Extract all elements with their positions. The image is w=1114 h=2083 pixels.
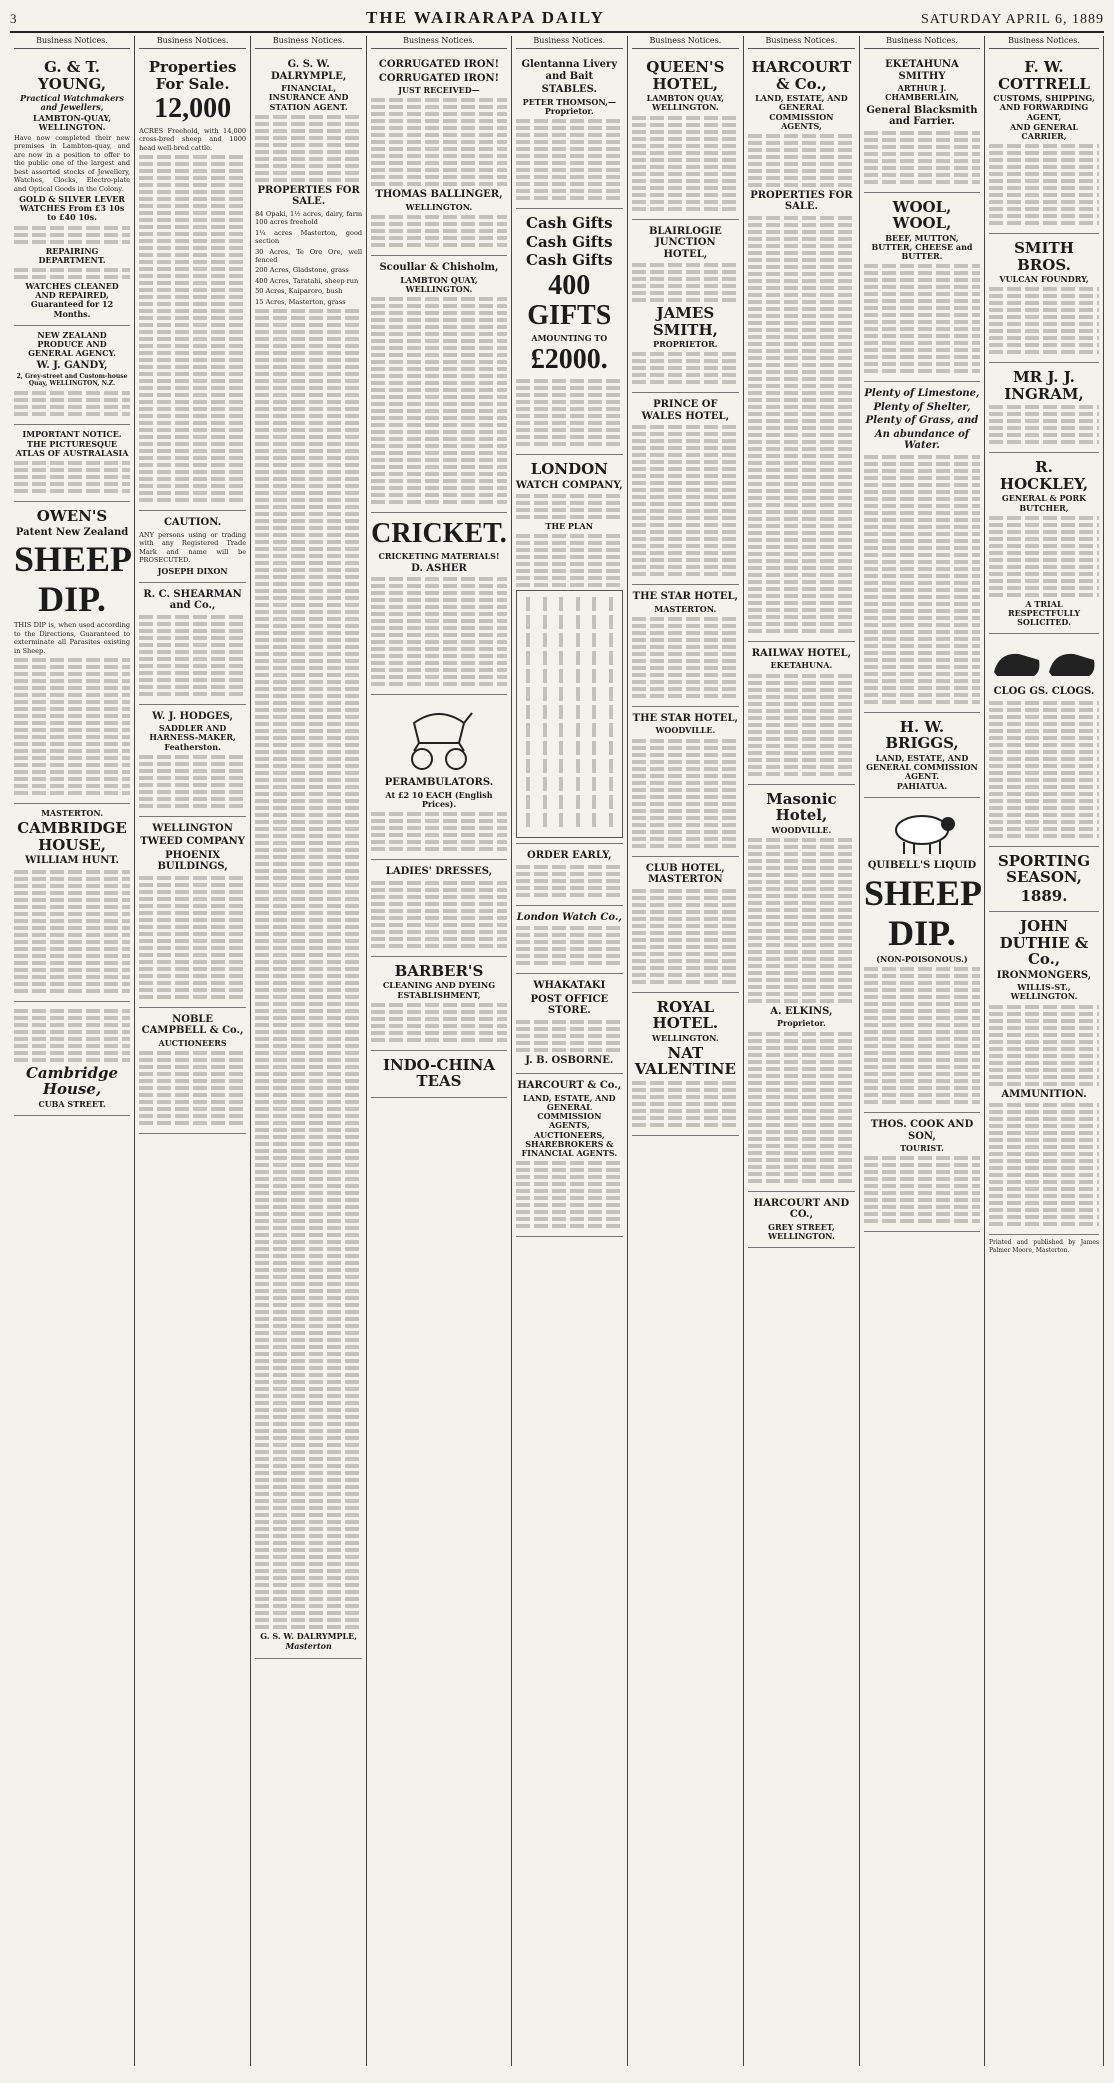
- ad-title: PRINCE OF WALES HOTEL,: [641, 399, 730, 422]
- column-7: [744, 36, 860, 2066]
- column-heading: Business Notices.: [139, 36, 246, 49]
- ad-subtitle-2: AND GENERAL CARRIER,: [1009, 121, 1079, 141]
- ad-title: SMITH BROS.: [1014, 239, 1074, 274]
- column-heading: Business Notices.: [516, 36, 623, 49]
- ad-line-2: Plenty of Shelter,: [873, 401, 971, 413]
- ad-title: ORDER EARLY,: [527, 850, 612, 862]
- ad-ammunition: AMMUNITION.: [1001, 1088, 1087, 1100]
- ad-body: Have now completed their new premises in Lambton-quay, and are now in a position to offer to the public one of the largest and best assorted stocks of Jewellery, Watches, Clocks, Electro-plate and Optical Goods in the Colony.: [14, 133, 131, 193]
- ad-title: CLUB HOTEL, MASTERTON: [645, 862, 725, 886]
- ad-repair: REPAIRING DEPARTMENT.: [38, 245, 106, 265]
- ad-club-hotel: [632, 857, 739, 993]
- ad-name: A. ELKINS,: [770, 1005, 833, 1017]
- ad-title: MR J. J. INGRAM,: [1004, 368, 1084, 403]
- ad-john-duthie: [989, 912, 1099, 1235]
- ad-title: QUIBELL'S LIQUID: [867, 860, 977, 872]
- ad-caution: [139, 511, 246, 582]
- ad-body: ANY persons using or trading with any Registered Trade Mark and name will be PROSECUTED.: [139, 530, 247, 565]
- ad-title: CAUTION.: [163, 517, 222, 529]
- ad-title: BARBER'S: [394, 961, 484, 980]
- ad-scoullar-chisholm: [371, 256, 507, 513]
- ad-noble-campbell: [139, 1008, 246, 1134]
- ad-address: LAMBTON-QUAY, WELLINGTON.: [33, 112, 112, 132]
- ad-heading: PROPERTIES FOR SALE.: [750, 189, 853, 213]
- ad-subtitle: LAMBTON QUAY, WELLINGTON.: [646, 93, 725, 113]
- ad-title: F. W. COTTRELL: [998, 58, 1090, 93]
- ad-sporting-season: [989, 847, 1099, 913]
- clog-illustration: [989, 642, 1099, 682]
- ad-title: RAILWAY HOTEL,: [751, 647, 852, 659]
- ad-star-hotel-masterton: [632, 585, 739, 707]
- ad-subtitle: TOURIST.: [900, 1143, 944, 1154]
- ad-title: CRICKET.: [371, 517, 507, 549]
- ad-queens-hotel: [632, 53, 739, 219]
- ad-shearman: [139, 583, 246, 705]
- ad-title: THOS. COOK AND SON,: [870, 1119, 974, 1142]
- ad-subtitle: GENERAL & PORK BUTCHER,: [1001, 493, 1087, 513]
- ad-place: PAHIATUA.: [896, 781, 948, 792]
- ad-harcourt-footer: [748, 1192, 855, 1248]
- ad-title: INDO-CHINA TEAS: [382, 1055, 495, 1091]
- ad-ladies-dresses: [371, 860, 507, 957]
- ad-title: JOHN DUTHIE & Co.,: [999, 917, 1089, 969]
- column-8: [860, 36, 985, 2066]
- ad-quibells-sheep-dip: [864, 798, 980, 1113]
- column-heading: Business Notices.: [14, 36, 130, 49]
- ad-subtitle: WATCH COMPANY,: [515, 479, 623, 491]
- ad-title: Scoullar & Chisholm,: [379, 262, 499, 274]
- ad-title: Cambridge House,: [25, 1063, 119, 1099]
- property-item: 400 Acres, Taratahi, sheep run: [255, 276, 359, 285]
- ad-heading: PROPERTIES FOR SALE.: [257, 184, 360, 208]
- ad-thos-cook: [864, 1113, 980, 1232]
- ad-dalrymple: [255, 53, 362, 1658]
- ad-london-watch-company: [516, 455, 623, 844]
- ad-subtitle: IRONMONGERS,: [996, 969, 1092, 981]
- ad-signature: G. S. W. DALRYMPLE,: [260, 1631, 357, 1642]
- ad-briggs: [864, 713, 980, 799]
- ad-name: D. ASHER: [411, 562, 467, 574]
- ad-title: SPORTING SEASON,: [997, 851, 1091, 887]
- ad-title: BLAIRLOGIE JUNCTION HOTEL,: [648, 225, 722, 260]
- ad-subtitle: CLEANING AND DYEING ESTABLISHMENT,: [382, 980, 496, 1000]
- ad-plenty-of-limestone: [864, 382, 980, 713]
- ad-barbers: [371, 957, 507, 1051]
- column-heading: Business Notices.: [748, 36, 855, 49]
- ad-wool: [864, 193, 980, 383]
- ad-clogs: [989, 634, 1099, 847]
- ad-title: Properties For Sale.: [148, 58, 237, 93]
- ad-acres: 12,000: [154, 93, 232, 125]
- ad-subtitle: LAND, ESTATE, AND GENERAL COMMISSION AGENTS,: [755, 93, 848, 131]
- property-item: 15 Acres, Masterton, grass: [255, 297, 346, 306]
- ad-smith-bros: [989, 234, 1099, 363]
- ad-body: THIS DIP is, when used according to the Directions, Guaranteed to exterminate all Parasites existing in Sheep.: [14, 621, 131, 655]
- ad-subtitle: (NON-POISONOUS.): [876, 954, 968, 965]
- ad-properties-for-sale: [139, 53, 246, 511]
- newspaper-title: THE WAIRARAPA DAILY: [366, 8, 605, 27]
- ad-subtitle: AUCTIONEERS: [158, 1037, 227, 1048]
- ad-place: MASTERTON.: [41, 808, 103, 819]
- perambulator-illustration: [404, 703, 474, 773]
- ad-place: EKETAHUNA.: [770, 660, 833, 671]
- column-heading: Business Notices.: [371, 36, 507, 49]
- ad-title: CORRUGATED IRON!: [378, 59, 500, 71]
- ad-price: At £2 10 EACH (English Prices).: [385, 789, 493, 810]
- ad-title: CLOG GS. CLOGS.: [993, 686, 1095, 698]
- ad-subtitle: THE PICTURESQUE ATLAS OF AUSTRALASIA: [15, 438, 129, 458]
- ad-subtitle: CUSTOMS, SHIPPING, AND FORWARDING AGENT,: [993, 93, 1095, 122]
- ad-glentanna-stables: [516, 53, 623, 209]
- ad-address: 2, Grey-street and Custom-house Quay, WELLINGTON, N.Z.: [16, 372, 128, 387]
- ad-royal-hotel: [632, 993, 739, 1136]
- ad-gandy: [14, 326, 130, 425]
- ad-name: J. B. OSBORNE.: [525, 1054, 614, 1066]
- ad-place: WELLINGTON.: [651, 1032, 719, 1043]
- ad-indo-china-teas: [371, 1051, 507, 1098]
- ad-harcourt-agents: [516, 1074, 623, 1237]
- ad-title: H. W. BRIGGS,: [885, 717, 959, 753]
- ad-subtitle: STABLES.: [541, 84, 597, 96]
- ad-amount-label: AMOUNTING TO: [531, 333, 608, 344]
- ad-railway-hotel: [748, 642, 855, 785]
- ad-title: London Watch Co.,: [516, 911, 622, 923]
- ad-title: G. S. W. DALRYMPLE,: [270, 59, 347, 82]
- ad-watches: GOLD & SILVER LEVER WATCHES From £3 10s to £40 10s.: [19, 194, 125, 223]
- ad-title: Masonic Hotel,: [766, 789, 837, 825]
- ad-name: JAMES SMITH,: [652, 304, 718, 339]
- ad-star-hotel-woodville: [632, 707, 739, 857]
- ad-tweed-company: [139, 817, 246, 1008]
- ad-title: QUEEN'S HOTEL,: [646, 58, 725, 93]
- ad-harcourt-properties: [748, 53, 855, 642]
- ad-subtitle: BEEF, MUTTON, BUTTER, CHEESE and BUTTER.: [871, 232, 973, 261]
- ad-line-3: Plenty of Grass, and: [865, 415, 979, 427]
- ad-title: Glentanna Livery and Bait: [521, 59, 618, 82]
- printer-imprint: Printed and published by James Palmer Moore, Masterton.: [989, 1239, 1099, 1254]
- ad-title: ROYAL HOTEL.: [652, 997, 719, 1033]
- ad-title: WHAKATAKI: [533, 980, 606, 992]
- ad-place: MASTERTON.: [654, 603, 717, 614]
- ad-subtitle: General Blacksmith and Farrier.: [866, 104, 978, 128]
- ad-clocks: WATCHES CLEANED AND REPAIRED, Guaranteed for 12 Months.: [25, 280, 119, 319]
- ad-subtitle: CRICKETING MATERIALS!: [378, 550, 500, 561]
- ad-title: HARCOURT & Co.,: [751, 58, 852, 93]
- sheep-illustration: [882, 806, 962, 856]
- ad-london-watch-co: [516, 906, 623, 975]
- ad-address: GREY STREET, WELLINGTON.: [768, 1221, 835, 1241]
- ad-title: Plenty of Limestone,: [864, 388, 980, 400]
- property-item: 30 Acres, Te Ore Ore, well fenced: [255, 247, 363, 264]
- ad-young-watchmakers: [14, 53, 130, 326]
- masthead: [10, 8, 1104, 33]
- ad-cash-gifts: [516, 209, 623, 455]
- ad-hodges: [139, 705, 246, 817]
- property-item: 1¼ acres Masterton, good section: [255, 228, 363, 246]
- ad-title: OWEN'S: [36, 507, 108, 526]
- ad-owens-sheep-dip: [14, 502, 133, 804]
- ad-masonic-hotel: [748, 785, 855, 1192]
- ad-signature: JOSEPH DIXON: [157, 565, 228, 576]
- ad-subtitle: Patent New Zealand: [15, 526, 129, 538]
- columns-grid: [10, 36, 1104, 2066]
- ad-title-2: Cash Gifts: [526, 232, 613, 251]
- column-heading: Business Notices.: [632, 36, 739, 49]
- column-6: [628, 36, 744, 2066]
- ad-title-2: CORRUGATED IRON!: [378, 72, 500, 84]
- ad-cambridge-house: [14, 804, 130, 1002]
- ad-gifts: 400 GIFTS: [527, 269, 612, 332]
- ad-plan: THE PLAN: [545, 521, 594, 532]
- ad-place: WOODVILLE.: [655, 725, 716, 736]
- ad-place: WELLINGTON.: [405, 201, 473, 212]
- ad-subtitle: LAND, ESTATE, AND GENERAL COMMISSION AGENTS, AUCTIONEERS, SHAREBROKERS & FINANCIAL AGENTS.: [521, 1092, 618, 1158]
- ad-title: THE STAR HOTEL,: [632, 591, 739, 603]
- ad-title: LADIES' DRESSES,: [385, 866, 493, 878]
- column-heading: Business Notices.: [255, 36, 362, 49]
- ad-title-3: Cash Gifts: [526, 251, 613, 270]
- ad-subtitle: SADDLER AND HARNESS-MAKER, Featherston.: [149, 723, 236, 752]
- property-item: 200 Acres, Gladstone, grass: [255, 266, 349, 275]
- ad-title: LONDON: [530, 460, 608, 479]
- ad-title: WOOL, WOOL,: [892, 197, 952, 233]
- ad-person: WILLIAM HUNT.: [25, 855, 119, 867]
- ad-headline: SHEEP DIP.: [14, 539, 133, 619]
- ad-whakataki-store: [516, 974, 623, 1074]
- ad-place: Masterton: [285, 1641, 332, 1652]
- ad-subtitle: TWEED COMPANY: [140, 836, 245, 848]
- ad-title: CAMBRIDGE HOUSE,: [17, 819, 127, 854]
- ad-line-4: An abundance of Water.: [874, 428, 970, 452]
- ad-place: WOODVILLE.: [771, 824, 832, 835]
- ad-subtitle: LAND, ESTATE, AND GENERAL COMMISSION AGENT.: [866, 752, 978, 782]
- ad-title: IMPORTANT NOTICE.: [22, 428, 122, 439]
- ad-headline: SHEEP DIP.: [863, 872, 982, 953]
- ad-eketahuna-smithy: [864, 53, 980, 192]
- ad-cottrell: [989, 53, 1099, 234]
- ad-hockley: [989, 453, 1099, 634]
- ad-total: £2000.: [530, 344, 608, 376]
- ad-subtitle: Practical Watchmakers and Jewellers,: [20, 93, 124, 113]
- ad-name: NAT VALENTINE: [634, 1043, 736, 1079]
- ad-order-early: [516, 844, 623, 906]
- column-heading: Business Notices.: [864, 36, 980, 49]
- ad-cricket: [371, 513, 507, 695]
- column-1: [10, 36, 135, 2066]
- column-4: [367, 36, 512, 2066]
- ad-cambridge-house-2: [14, 1002, 130, 1116]
- ad-subtitle: POST OFFICE STORE.: [530, 993, 609, 1017]
- property-item: 84 Opaki, 1½ acres, dairy, farm 100 acres freehold: [255, 209, 363, 227]
- ad-title: HARCOURT AND CO.,: [753, 1197, 850, 1221]
- ad-address: LAMBTON QUAY, WELLINGTON.: [400, 274, 478, 294]
- ad-title: THE STAR HOTEL,: [632, 712, 739, 724]
- ad-title: W. J. HODGES,: [152, 710, 234, 722]
- coupon-table: [516, 590, 623, 838]
- ad-name: ARTHUR J. CHAMBERLAIN,: [885, 83, 959, 103]
- ad-title: R. C. SHEARMAN and Co.,: [143, 588, 242, 612]
- ad-title: HARCOURT & Co.,: [517, 1080, 622, 1092]
- column-2: [135, 36, 251, 2066]
- ad-address: WILLIS-ST., WELLINGTON.: [1010, 982, 1078, 1002]
- ad-prince-of-wales-hotel: [632, 393, 739, 585]
- ad-title: PERAMBULATORS.: [384, 777, 494, 789]
- ad-name: W. J. GANDY,: [36, 360, 108, 372]
- ad-title: NEW ZEALAND PRODUCE AND GENERAL AGENCY.: [28, 329, 116, 359]
- ad-note: A TRIAL RESPECTFULLY SOLICITED.: [1007, 598, 1081, 628]
- ad-title: EKETAHUNA SMITHY: [885, 59, 959, 82]
- ad-title: NOBLE CAMPBELL & Co.,: [141, 1013, 244, 1037]
- ad-ingram: [989, 363, 1099, 453]
- ad-subtitle: CUBA STREET.: [38, 1098, 106, 1109]
- column-9: [985, 36, 1104, 2066]
- page-number: 3: [10, 11, 17, 26]
- ad-blairlogie-hotel: [632, 220, 739, 394]
- ad-subtitle: FINANCIAL, INSURANCE AND STATION AGENT.: [268, 83, 349, 112]
- ad-subtitle: VULCAN FOUNDRY,: [999, 274, 1089, 285]
- ad-title: WELLINGTON: [152, 822, 233, 834]
- ad-atlas: [14, 425, 130, 503]
- ad-title: R. HOCKLEY,: [999, 458, 1089, 493]
- ad-role: Proprietor.: [777, 1018, 826, 1029]
- ad-role: PROPRIETOR.: [653, 339, 718, 350]
- ad-body: ACRES Freehold, with 14,000 cross-bred sheep and 1000 head well-bred cattle.: [139, 127, 247, 152]
- ad-subtitle: JUST RECEIVED—: [398, 85, 480, 96]
- ad-title: G. & T. YOUNG,: [37, 58, 107, 93]
- ad-corrugated-iron: [371, 53, 507, 256]
- property-item: 50 Acres, Kaiparoro, bush: [255, 287, 343, 296]
- ad-year: 1889.: [1020, 886, 1068, 905]
- ad-address: PHOENIX BUILDINGS,: [157, 849, 228, 873]
- issue-date: SATURDAY APRIL 6, 1889: [920, 12, 1104, 27]
- column-heading: Business Notices.: [989, 36, 1099, 49]
- ad-name: THOMAS BALLINGER,: [375, 189, 503, 201]
- column-5: [512, 36, 628, 2066]
- column-3: [251, 36, 367, 2066]
- ad-title: Cash Gifts: [526, 214, 613, 233]
- ad-perambulators: [371, 695, 507, 860]
- ad-name: PETER THOMSON,—Proprietor.: [522, 96, 616, 116]
